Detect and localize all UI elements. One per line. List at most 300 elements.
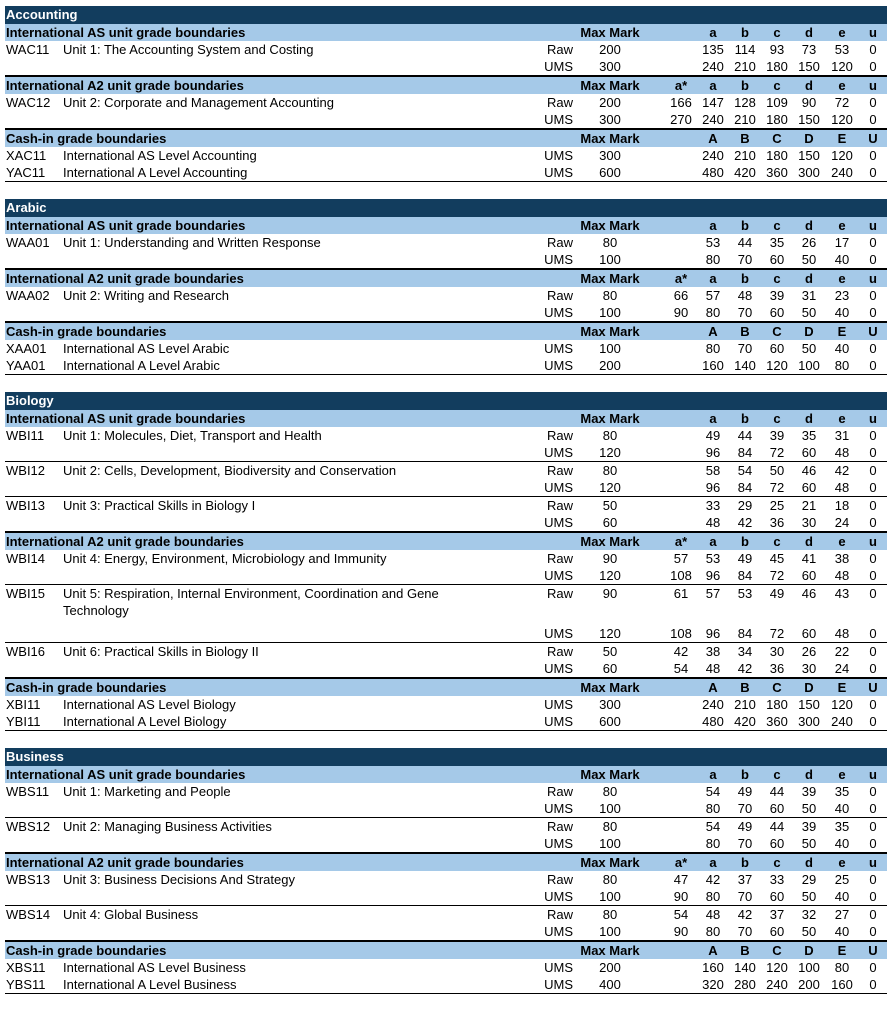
max-mark: 300 <box>599 148 621 163</box>
grade-header: D <box>804 131 814 146</box>
grade-header: a* <box>674 534 688 549</box>
section-header <box>5 24 887 41</box>
grade-value: 70 <box>737 889 753 904</box>
grade-value: 100 <box>798 960 820 975</box>
grade-header: E <box>837 680 847 695</box>
grade-value: 0 <box>869 714 877 729</box>
grade-value: 48 <box>834 445 850 460</box>
unit-title: Unit 1: Marketing and People <box>63 784 231 799</box>
grade-value: 0 <box>869 59 877 74</box>
mark-type: UMS <box>544 568 573 583</box>
mark-type: UMS <box>544 165 573 180</box>
grade-value: 43 <box>834 586 850 601</box>
grade-value: 60 <box>769 801 785 816</box>
grade-value: 45 <box>769 551 785 566</box>
grade-value: 135 <box>702 42 724 57</box>
grade-header: b <box>741 25 749 40</box>
table-row <box>5 462 887 479</box>
mark-type: UMS <box>544 661 573 676</box>
mark-type: UMS <box>544 341 573 356</box>
grade-header: a <box>709 78 717 93</box>
unit-title: Unit 3: Practical Skills in Biology I <box>63 498 256 513</box>
grade-value: 49 <box>737 784 753 799</box>
grade-header: A <box>708 943 718 958</box>
grade-value: 50 <box>769 463 785 478</box>
unit-code: WAA01 <box>6 235 50 250</box>
grade-value: 58 <box>705 463 721 478</box>
grade-value: 0 <box>869 697 877 712</box>
grade-header: u <box>869 534 877 549</box>
table-row <box>5 497 887 514</box>
unit-block <box>5 696 887 713</box>
grade-value: 53 <box>834 42 850 57</box>
unit-block <box>5 234 887 269</box>
grade-header: a* <box>674 271 688 286</box>
unit-code: WBI12 <box>6 463 46 478</box>
table-row <box>5 660 887 677</box>
grade-header: U <box>868 943 878 958</box>
max-mark: 200 <box>599 358 621 373</box>
grade-value: 40 <box>834 305 850 320</box>
subject-block <box>5 748 887 994</box>
grade-value: 72 <box>769 445 785 460</box>
grade-value: 0 <box>869 165 877 180</box>
grade-value: 25 <box>834 872 850 887</box>
grade-value: 84 <box>737 568 753 583</box>
section-cash-in <box>5 322 887 375</box>
grade-value: 0 <box>869 960 877 975</box>
unit-title: International AS Level Accounting <box>63 148 257 163</box>
grade-value: 70 <box>737 801 753 816</box>
grade-value: 109 <box>766 95 788 110</box>
grade-value: 0 <box>869 148 877 163</box>
grade-value: 210 <box>734 148 756 163</box>
subject-title: Accounting <box>5 6 887 24</box>
grade-value: 39 <box>769 288 785 303</box>
unit-block <box>5 906 887 941</box>
grade-value: 35 <box>834 819 850 834</box>
grade-value: 18 <box>834 498 850 513</box>
grade-value: 96 <box>705 445 721 460</box>
grade-value: 0 <box>869 551 877 566</box>
grade-value: 33 <box>705 498 721 513</box>
max-mark: 80 <box>602 235 618 250</box>
grade-value: 60 <box>801 480 817 495</box>
grade-value: 120 <box>766 960 788 975</box>
section-header <box>5 678 887 696</box>
table-row <box>5 696 887 713</box>
unit-block <box>5 550 887 585</box>
max-mark: 100 <box>599 924 621 939</box>
max-mark: 120 <box>599 480 621 495</box>
grade-value: 0 <box>869 586 877 601</box>
max-mark: 80 <box>602 288 618 303</box>
mark-type: Raw <box>546 819 573 834</box>
mark-type: Raw <box>546 95 573 110</box>
grade-header: b <box>741 411 749 426</box>
max-mark: 200 <box>599 42 621 57</box>
grade-header: d <box>805 767 813 782</box>
grade-value: 80 <box>705 305 721 320</box>
unit-code: YBS11 <box>6 977 46 992</box>
grade-value: 49 <box>705 428 721 443</box>
section-title: International AS unit grade boundaries <box>6 767 246 782</box>
grade-value: 140 <box>734 960 756 975</box>
mark-type: UMS <box>544 445 573 460</box>
max-mark: 90 <box>602 586 618 601</box>
grade-header: a <box>709 25 717 40</box>
mark-type: UMS <box>544 252 573 267</box>
grade-value: 0 <box>869 924 877 939</box>
grade-value: 44 <box>737 235 753 250</box>
grade-header: a <box>709 855 717 870</box>
table-row <box>5 959 887 976</box>
unit-code: WBI16 <box>6 644 46 659</box>
grade-header: B <box>740 680 750 695</box>
grade-value: 0 <box>869 784 877 799</box>
grade-header: c <box>773 271 781 286</box>
table-row <box>5 783 887 800</box>
grade-header: e <box>838 767 846 782</box>
grade-value: 57 <box>673 551 689 566</box>
grade-value: 29 <box>737 498 753 513</box>
grade-value: 108 <box>670 568 692 583</box>
max-mark: 80 <box>602 907 618 922</box>
grade-value: 420 <box>734 165 756 180</box>
grade-value: 39 <box>801 784 817 799</box>
unit-block <box>5 713 887 731</box>
grade-value: 150 <box>798 697 820 712</box>
unit-code: XAC11 <box>6 148 47 163</box>
grade-value: 80 <box>834 358 850 373</box>
grade-value: 72 <box>769 480 785 495</box>
grade-value: 40 <box>834 801 850 816</box>
grade-header: E <box>837 943 847 958</box>
grade-value: 160 <box>702 358 724 373</box>
grade-value: 280 <box>734 977 756 992</box>
grade-value: 53 <box>705 235 721 250</box>
grade-header: e <box>838 534 846 549</box>
grade-header: u <box>869 411 877 426</box>
unit-block <box>5 871 887 906</box>
grade-value: 210 <box>734 697 756 712</box>
grade-value: 0 <box>869 463 877 478</box>
unit-title: Unit 1: The Accounting System and Costing <box>63 42 314 57</box>
grade-value: 48 <box>834 568 850 583</box>
subject-block <box>5 392 887 731</box>
grade-header: C <box>772 680 782 695</box>
grade-value: 240 <box>831 714 853 729</box>
grade-value: 57 <box>705 288 721 303</box>
grade-header: D <box>804 324 814 339</box>
unit-title: International A Level Arabic <box>63 358 220 373</box>
grade-value: 84 <box>737 480 753 495</box>
mark-type: UMS <box>544 697 573 712</box>
max-mark-header: Max Mark <box>580 680 640 695</box>
grade-header: a <box>709 271 717 286</box>
grade-header: d <box>805 855 813 870</box>
grade-value: 480 <box>702 165 724 180</box>
grade-value: 31 <box>801 288 817 303</box>
grade-header: e <box>838 855 846 870</box>
table-row <box>5 976 887 993</box>
grade-header: c <box>773 767 781 782</box>
unit-code: WAA02 <box>6 288 50 303</box>
unit-code: WAC11 <box>6 42 50 57</box>
section-header <box>5 269 887 287</box>
grade-value: 70 <box>737 305 753 320</box>
grade-header: C <box>772 324 782 339</box>
grade-value: 50 <box>801 889 817 904</box>
unit-block <box>5 147 887 164</box>
grade-value: 36 <box>769 515 785 530</box>
grade-value: 360 <box>766 165 788 180</box>
grade-value: 150 <box>798 148 820 163</box>
mark-type: Raw <box>546 551 573 566</box>
grade-value: 80 <box>705 924 721 939</box>
grade-header: c <box>773 855 781 870</box>
grade-value: 80 <box>705 801 721 816</box>
table-row <box>5 818 887 835</box>
unit-block <box>5 357 887 375</box>
grade-value: 26 <box>801 644 817 659</box>
max-mark-header: Max Mark <box>580 411 640 426</box>
table-row <box>5 340 887 357</box>
grade-header: u <box>869 855 877 870</box>
grade-value: 50 <box>801 836 817 851</box>
grade-value: 0 <box>869 288 877 303</box>
unit-block <box>5 462 887 497</box>
section-title: International A2 unit grade boundaries <box>6 271 244 286</box>
grade-value: 17 <box>834 235 850 250</box>
section-title: International A2 unit grade boundaries <box>6 855 244 870</box>
grade-header: C <box>772 943 782 958</box>
grade-value: 160 <box>702 960 724 975</box>
max-mark: 80 <box>602 428 618 443</box>
table-row <box>5 164 887 181</box>
grade-header: U <box>868 131 878 146</box>
grade-value: 70 <box>737 341 753 356</box>
unit-title: Unit 2: Corporate and Management Accounting <box>63 95 335 110</box>
grade-value: 180 <box>766 148 788 163</box>
unit-code: WBI13 <box>6 498 46 513</box>
grade-value: 0 <box>869 305 877 320</box>
grade-value: 128 <box>734 95 756 110</box>
max-mark: 200 <box>599 95 621 110</box>
mark-type: UMS <box>544 112 573 127</box>
mark-type: UMS <box>544 626 573 641</box>
grade-value: 24 <box>834 661 850 676</box>
max-mark: 80 <box>602 819 618 834</box>
grade-value: 42 <box>673 644 689 659</box>
grade-value: 35 <box>769 235 785 250</box>
grade-header: b <box>741 855 749 870</box>
unit-title: Unit 6: Practical Skills in Biology II <box>63 644 259 659</box>
grade-value: 0 <box>869 889 877 904</box>
mark-type: Raw <box>546 498 573 513</box>
grade-value: 80 <box>705 836 721 851</box>
max-mark: 400 <box>599 977 621 992</box>
mark-type: Raw <box>546 784 573 799</box>
section-title: International AS unit grade boundaries <box>6 25 246 40</box>
grade-value: 90 <box>673 889 689 904</box>
grade-value: 240 <box>702 148 724 163</box>
max-mark-header: Max Mark <box>580 25 640 40</box>
grade-value: 80 <box>705 341 721 356</box>
unit-code: YAA01 <box>6 358 46 373</box>
max-mark: 200 <box>599 960 621 975</box>
grade-value: 60 <box>769 252 785 267</box>
grade-value: 48 <box>705 907 721 922</box>
grade-value: 44 <box>737 428 753 443</box>
unit-block <box>5 164 887 182</box>
section-as-unit <box>5 24 887 76</box>
grade-value: 66 <box>673 288 689 303</box>
grade-header: d <box>805 218 813 233</box>
unit-block <box>5 41 887 76</box>
grade-value: 80 <box>705 889 721 904</box>
section-cash-in <box>5 678 887 731</box>
unit-code: XBS11 <box>6 960 46 975</box>
grade-value: 90 <box>673 924 689 939</box>
grade-value: 240 <box>702 697 724 712</box>
grade-header: d <box>805 25 813 40</box>
unit-title: Unit 2: Writing and Research <box>63 288 229 303</box>
grade-value: 60 <box>801 568 817 583</box>
table-row <box>5 304 887 321</box>
table-row <box>5 479 887 496</box>
grade-value: 240 <box>831 165 853 180</box>
grade-value: 0 <box>869 358 877 373</box>
grade-value: 38 <box>834 551 850 566</box>
max-mark: 600 <box>599 714 621 729</box>
grade-value: 48 <box>834 480 850 495</box>
grade-value: 54 <box>737 463 753 478</box>
grade-value: 39 <box>801 819 817 834</box>
mark-type: Raw <box>546 42 573 57</box>
max-mark: 300 <box>599 697 621 712</box>
grade-value: 84 <box>737 626 753 641</box>
grade-value: 270 <box>670 112 692 127</box>
mark-type: UMS <box>544 305 573 320</box>
table-row <box>5 444 887 461</box>
grade-header: c <box>773 534 781 549</box>
grade-value: 96 <box>705 568 721 583</box>
grade-value: 34 <box>737 644 753 659</box>
table-row <box>5 800 887 817</box>
unit-block <box>5 959 887 976</box>
max-mark: 100 <box>599 801 621 816</box>
grade-value: 240 <box>702 112 724 127</box>
max-mark: 120 <box>599 626 621 641</box>
grade-header: b <box>741 218 749 233</box>
grade-value: 360 <box>766 714 788 729</box>
subject-title: Business <box>5 748 887 766</box>
unit-title: International A Level Business <box>63 977 237 992</box>
section-a2-unit <box>5 76 887 129</box>
section-as-unit <box>5 410 887 532</box>
section-a2-unit <box>5 269 887 322</box>
max-mark: 100 <box>599 889 621 904</box>
grade-value: 31 <box>834 428 850 443</box>
grade-value: 108 <box>670 626 692 641</box>
max-mark-header: Max Mark <box>580 943 640 958</box>
grade-value: 37 <box>737 872 753 887</box>
unit-code: WBI15 <box>6 586 46 601</box>
table-row <box>5 234 887 251</box>
unit-code: WBI14 <box>6 551 46 566</box>
section-title: Cash-in grade boundaries <box>6 131 167 146</box>
grade-value: 0 <box>869 480 877 495</box>
section-header <box>5 853 887 871</box>
unit-title: Unit 4: Energy, Environment, Microbiology and Immunity <box>63 551 387 566</box>
table-row <box>5 906 887 923</box>
table-row <box>5 287 887 304</box>
section-title: International A2 unit grade boundaries <box>6 78 244 93</box>
section-cash-in <box>5 129 887 182</box>
max-mark: 120 <box>599 568 621 583</box>
grade-header: a <box>709 411 717 426</box>
max-mark: 100 <box>599 836 621 851</box>
grade-value: 114 <box>734 42 756 57</box>
grade-value: 0 <box>869 977 877 992</box>
grade-value: 35 <box>801 428 817 443</box>
table-row <box>5 625 887 642</box>
table-row <box>5 585 887 618</box>
grade-value: 0 <box>869 235 877 250</box>
grade-header: d <box>805 411 813 426</box>
grade-value: 0 <box>869 836 877 851</box>
subject-block <box>5 199 887 375</box>
mark-type: UMS <box>544 889 573 904</box>
unit-title: Unit 4: Global Business <box>63 907 199 922</box>
grade-value: 0 <box>869 872 877 887</box>
mark-type: UMS <box>544 924 573 939</box>
unit-block <box>5 497 887 532</box>
unit-block <box>5 818 887 853</box>
grade-value: 72 <box>769 568 785 583</box>
grade-value: 0 <box>869 626 877 641</box>
grade-value: 38 <box>705 644 721 659</box>
grade-value: 49 <box>737 551 753 566</box>
unit-title: International AS Level Biology <box>63 697 236 712</box>
grade-header: E <box>837 131 847 146</box>
grade-value: 36 <box>769 661 785 676</box>
max-mark: 120 <box>599 445 621 460</box>
section-header <box>5 532 887 550</box>
section-as-unit <box>5 766 887 853</box>
grade-header: d <box>805 534 813 549</box>
max-mark: 80 <box>602 784 618 799</box>
grade-value: 61 <box>673 586 689 601</box>
unit-block <box>5 94 887 129</box>
grade-value: 80 <box>834 960 850 975</box>
grade-value: 200 <box>798 977 820 992</box>
table-row <box>5 94 887 111</box>
table-row <box>5 888 887 905</box>
section-header <box>5 76 887 94</box>
grade-value: 29 <box>801 872 817 887</box>
grade-value: 72 <box>834 95 850 110</box>
grade-value: 50 <box>801 252 817 267</box>
grade-value: 70 <box>737 252 753 267</box>
max-mark: 90 <box>602 551 618 566</box>
grade-value: 53 <box>737 586 753 601</box>
grade-value: 120 <box>831 148 853 163</box>
grade-value: 73 <box>801 42 817 57</box>
grade-header: B <box>740 943 750 958</box>
max-mark: 100 <box>599 341 621 356</box>
